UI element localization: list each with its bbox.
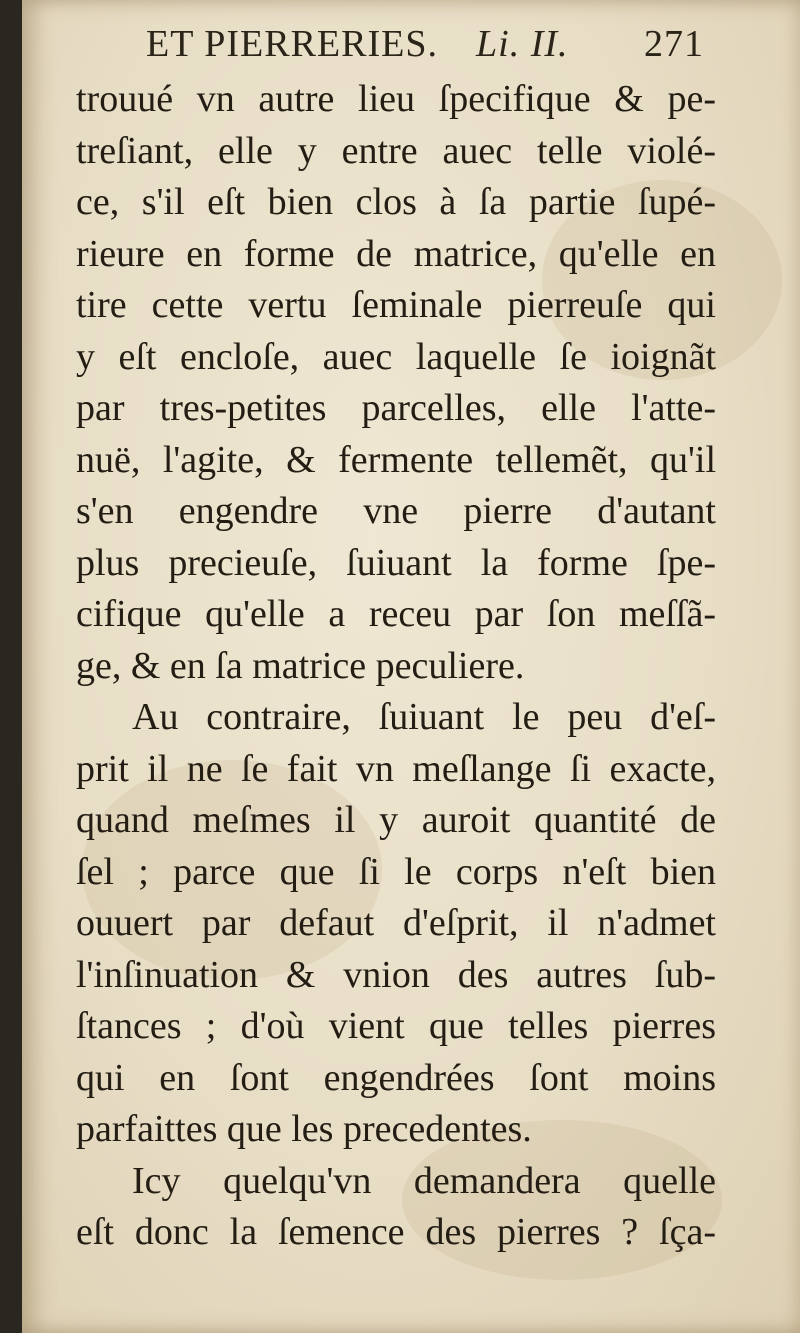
- text-line: qui en ſont engendrées ſont moins: [76, 1056, 716, 1099]
- text-line: quand meſmes il y auroit quantité de: [76, 799, 716, 841]
- text-line: l'inſinuation & vnion des autres ſub-: [76, 953, 716, 996]
- text-line: nuë, l'agite, & fermente tellemẽt, qu'il: [76, 438, 716, 481]
- text-line: ce, s'il eſt bien clos à ſa partie ſupé-: [76, 181, 716, 223]
- text-line: Icy quelqu'vn demandera quelle: [132, 1159, 716, 1202]
- text-line: Au contraire, ſuiuant le peu d'eſ-: [132, 696, 716, 738]
- text-line: trouué vn autre lieu ſpecifique & pe-: [76, 78, 716, 120]
- text-line: ſel ; parce que ſi le corps n'eſt bien: [76, 850, 716, 893]
- text-line: ouuert par defaut d'eſprit, il n'admet: [76, 902, 716, 944]
- text-line: eſt donc la ſemence des pierres ? ſça-: [76, 1211, 716, 1253]
- text-line: s'en engendre vne pierre d'autant: [76, 490, 716, 532]
- text-line: ſtances ; d'où vient que telles pierres: [76, 1005, 716, 1047]
- text-line: cifique qu'elle a receu par ſon meſſã-: [76, 593, 716, 635]
- book-reference: Li. II.: [476, 23, 569, 65]
- page-number: 271: [644, 23, 704, 65]
- text-line: ge, & en ſa matrice peculiere.: [76, 644, 525, 687]
- text-line: plus precieuſe, ſuiuant la forme ſpe-: [76, 541, 716, 584]
- text-line: prit il ne ſe fait vn meſlange ſi exacte,: [76, 747, 716, 790]
- running-title: ET PIERRERIES.: [146, 23, 438, 65]
- text-line: treſiant, elle y entre auec telle violé-: [76, 129, 716, 172]
- text-line: tire cette vertu ſeminale pierreuſe qui: [76, 284, 716, 326]
- text-line: y eſt encloſe, auec laquelle ſe ioignãt: [76, 335, 716, 378]
- text-line: par tres-petites parcelles, elle l'atte-: [76, 387, 716, 429]
- text-line: rieure en forme de matrice, qu'elle en: [76, 232, 716, 275]
- body-text: [76, 74, 716, 1259]
- text-line: parfaittes que les precedentes.: [76, 1108, 532, 1150]
- page-header: [146, 22, 716, 78]
